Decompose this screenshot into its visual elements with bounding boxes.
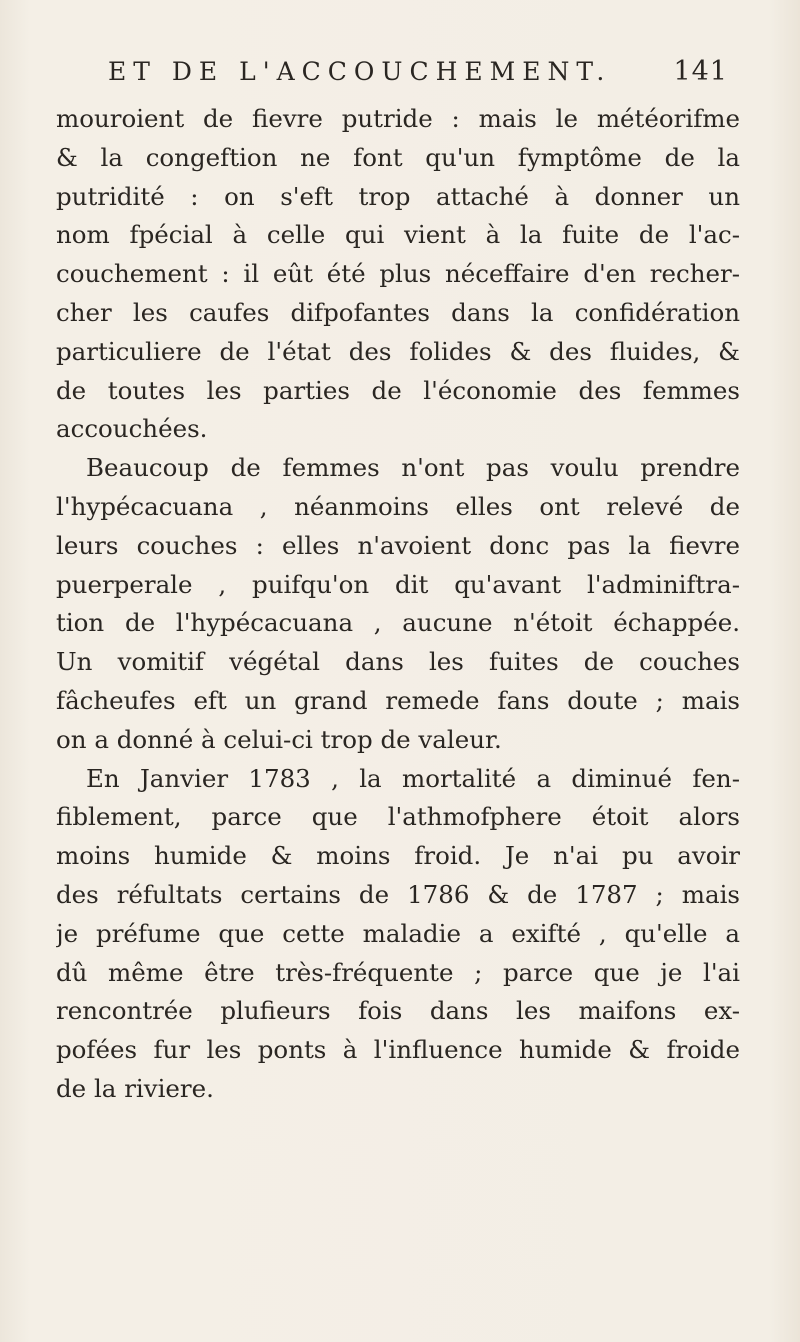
page-number: 141 xyxy=(673,56,728,87)
text-line: de la riviere. xyxy=(56,1073,214,1103)
running-head xyxy=(108,52,728,92)
text-line: de toutes les parties de l'économie des femmes xyxy=(56,375,740,405)
text-line: des réfultats certains de 1786 & de 1787 ; mais xyxy=(56,879,740,909)
text-line: cher les caufes difpofantes dans la confidération xyxy=(56,297,740,327)
text-line: couchement : il eût été plus néceffaire d'en recher- xyxy=(56,259,740,289)
text-line: l'hypécacuana , néanmoins elles ont relevé de xyxy=(56,491,740,521)
text-line: je préfume que cette maladie a exifté , qu'elle a xyxy=(56,918,740,948)
text-line: tion de l'hypécacuana , aucune n'étoit échappée. xyxy=(56,608,740,638)
text-line: fiblement, parce que l'athmofphere étoit alors xyxy=(56,802,740,832)
text-line: moins humide & moins froid. Je n'ai pu avoir xyxy=(56,841,740,871)
text-line: puerperale , puifqu'on dit qu'avant l'adminiftra- xyxy=(56,569,740,599)
text-line: dû même être très-fréquente ; parce que je l'ai xyxy=(56,957,740,987)
text-line: Un vomitif végétal dans les fuites de couches xyxy=(56,647,740,677)
text-line: leurs couches : elles n'avoient donc pas la fievre xyxy=(56,530,740,560)
text-line: particuliere de l'état des folides & des fluides, & xyxy=(56,336,740,366)
text-line: mouroient de fievre putride : mais le météorifme xyxy=(56,104,740,133)
text-line: on a donné à celui-ci trop de valeur. xyxy=(56,724,502,754)
running-head-title: ET DE L'ACCOUCHEMENT. xyxy=(108,57,612,86)
text-line: rencontrée plufieurs fois dans les maifons ex- xyxy=(56,996,740,1026)
text-line: & la congeftion ne font qu'un fymptôme de la xyxy=(56,142,740,172)
text-line: pofées fur les ponts à l'influence humide & froide xyxy=(56,1035,740,1065)
body-text xyxy=(56,100,740,1109)
text-line: accouchées. xyxy=(56,414,208,444)
text-line: nom fpécial à celle qui vient à la fuite de l'ac- xyxy=(56,220,740,250)
text-line: Beaucoup de femmes n'ont pas voulu prendre xyxy=(86,453,740,483)
text-line: putridité : on s'eft trop attaché à donner un xyxy=(56,181,740,211)
text-line: fâcheufes eft un grand remede fans doute ; mais xyxy=(56,685,740,715)
text-line: En Janvier 1783 , la mortalité a diminué fen- xyxy=(86,763,740,793)
